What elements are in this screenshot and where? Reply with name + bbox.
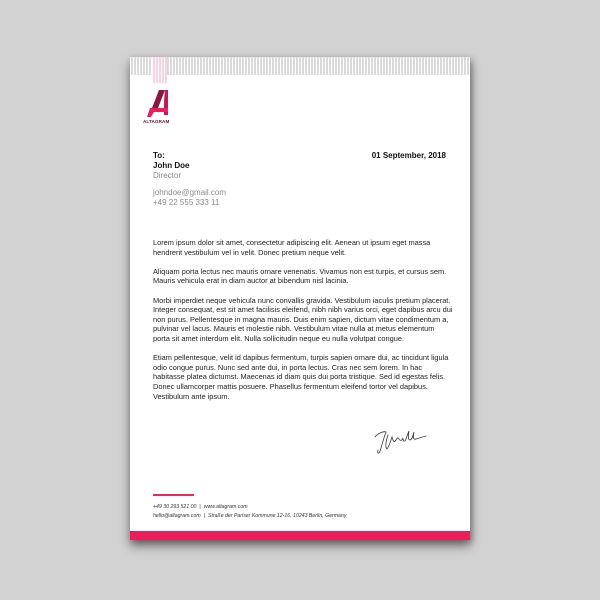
recipient-title: Director bbox=[153, 171, 182, 180]
accent-stripe-pattern bbox=[152, 57, 167, 83]
footer-accent-line bbox=[153, 494, 194, 496]
footer-phone: +49 30 293 521 00 bbox=[153, 504, 197, 510]
recipient-phone: +49 22 555 333 11 bbox=[153, 198, 220, 207]
body-paragraph: Morbi imperdiet neque vehicula nunc convallis gravida. Vestibulum iaculis pretium placerat. Integer consequat, est sit amet facilisis eleifend, nibh nibh varius orci, eget dapibus arcu dui non purus. Pellentesque in magna mauris. Duis enim sapien, dictum vitae condimentum a, pulvinar vel lacus. Mauris et molestie nibh. Vestibulum vitae nulla at metus elementum porta sit amet interdum elit. Nulla sollicitudin neque eu nulla volutpat congue. bbox=[153, 295, 453, 343]
brand-name: ALTAGRAM bbox=[143, 119, 170, 124]
letterhead-page bbox=[130, 57, 470, 540]
bottom-accent-band bbox=[130, 531, 470, 540]
footer-address: Straße der Pariser Kommune 12-16, 10243 Berlin, Germany bbox=[208, 513, 347, 519]
footer-website[interactable]: www.altagram.com bbox=[203, 504, 248, 510]
body-paragraph: Etiam pellentesque, velit id dapibus fermentum, turpis sapien ornare dui, ac tincidunt ligula odio congue purus. Nunc sed ante dui, in porta lectus. Cras nec sem lorem. In hac habitasse platea dictumst. Maecenas id diam quis dui porta tristique. Sed id egestas felis. Donec ullamcorper mattis posuere. Phasellus fermentum eleifend tortor vel dapibus. Vestibulum ante ipsum. bbox=[153, 353, 449, 401]
to-label: To: bbox=[153, 151, 165, 160]
top-stripe-pattern bbox=[130, 57, 470, 75]
footer-email[interactable]: hello@altagram.com bbox=[153, 513, 201, 519]
recipient-email: johndoe@gmail.com bbox=[153, 188, 227, 197]
body-paragraph: Aliquam porta lectus nec mauris ornare venenatis. Vivamus non est turpis, et cursus sem. Mauris vehicula erat in diam auctor at bibendum nisl lacinia. bbox=[153, 266, 447, 286]
recipient-block bbox=[153, 151, 189, 181]
footer-separator: | bbox=[199, 504, 201, 510]
footer-separator: | bbox=[203, 513, 206, 519]
footer-contact bbox=[153, 503, 346, 521]
recipient-name: John Doe bbox=[153, 161, 190, 170]
body-paragraph: Lorem ipsum dolor sit amet, consectetur adipiscing elit. Aenean ut ipsum eget massa hendrerit vestibulum vel in velit. Donec pretium neque velit. bbox=[153, 238, 431, 257]
letter-date: 01 September, 2018 bbox=[371, 151, 446, 160]
letter-body bbox=[153, 238, 453, 411]
signature-icon bbox=[372, 427, 452, 457]
recipient-contact bbox=[153, 188, 226, 208]
